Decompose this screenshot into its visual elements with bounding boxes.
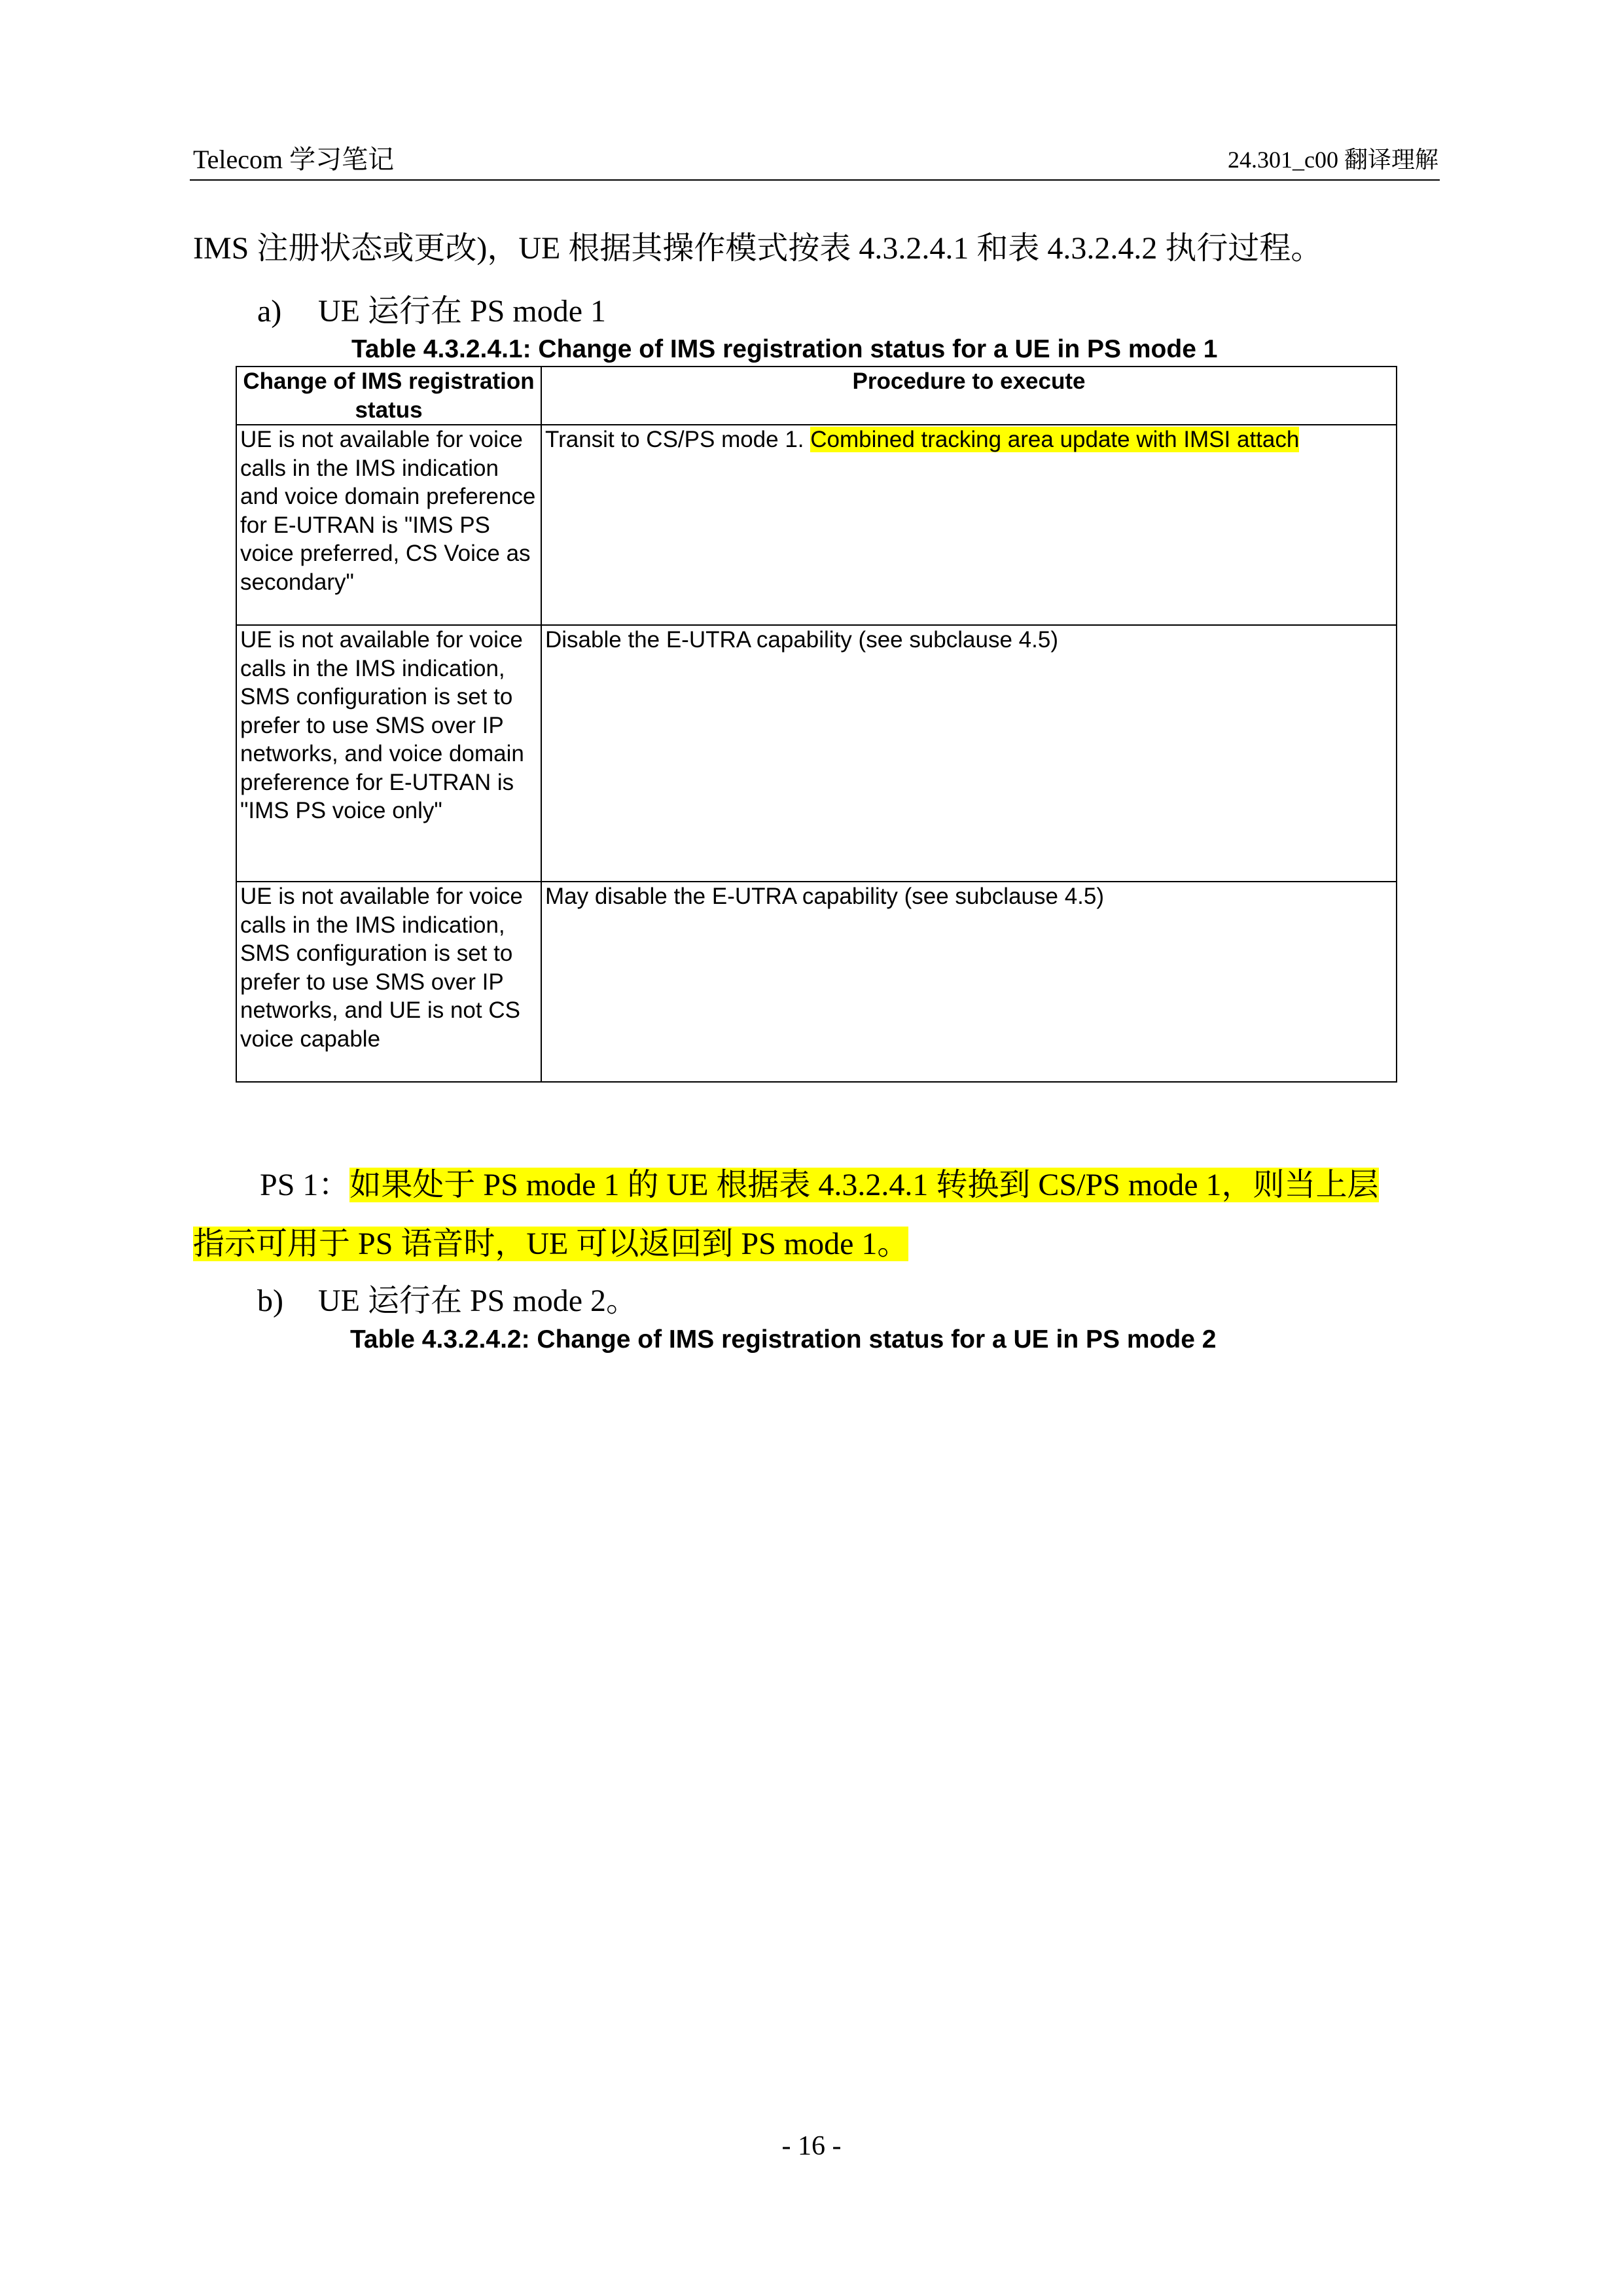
column-header-procedure: Procedure to execute <box>541 367 1397 425</box>
procedure-cell <box>541 425 1397 625</box>
header-divider <box>190 179 1440 181</box>
note-ps1-line1 <box>260 1156 1379 1215</box>
table-row <box>236 882 1397 1082</box>
intro-paragraph: IMS 注册状态或更改)，UE 根据其操作模式按表 4.3.2.4.1 和表 4.3.2.4.2 执行过程。 <box>193 231 1323 266</box>
procedure-cell: May disable the E-UTRA capability (see subclause 4.5) <box>541 882 1397 1082</box>
status-cell: UE is not available for voice calls in the IMS indication, SMS configuration is set to prefer to use SMS over IP networks, and voice domain preference for E-UTRAN is "IMS PS voice only" <box>236 625 541 882</box>
note-ps1-label: PS 1： <box>260 1168 350 1202</box>
ims-registration-table-ps-mode-1 <box>236 366 1397 1083</box>
list-item-b-marker: b) <box>257 1283 283 1318</box>
table-header-row <box>236 367 1397 425</box>
header-title-left: Telecom 学习笔记 <box>193 145 395 174</box>
table-row <box>236 625 1397 882</box>
procedure-highlighted-text: Combined tracking area update with IMSI attach <box>810 427 1300 452</box>
list-item-a-marker: a) <box>257 294 282 329</box>
header-title-right: 24.301_c00 翻译理解 <box>1228 147 1438 173</box>
list-item-a-text: UE 运行在 PS mode 1 <box>318 294 607 329</box>
procedure-text: Transit to CS/PS mode 1. <box>545 427 811 452</box>
procedure-cell: Disable the E-UTRA capability (see subclause 4.5) <box>541 625 1397 882</box>
page-number: - 16 - <box>781 2131 842 2161</box>
note-ps1-highlight-1: 如果处于 PS mode 1 的 UE 根据表 4.3.2.4.1 转换到 CS/PS mode 1，则当上层 <box>349 1168 1379 1202</box>
status-cell: UE is not available for voice calls in the IMS indication, SMS configuration is set to prefer to use SMS over IP networks, and UE is not CS voice capable <box>236 882 541 1082</box>
table2-caption: Table 4.3.2.4.2: Change of IMS registration status for a UE in PS mode 2 <box>350 1325 1217 1354</box>
note-ps1-highlight-2: 指示可用于 PS 语音时，UE 可以返回到 PS mode 1。 <box>193 1227 909 1261</box>
status-cell: UE is not available for voice calls in the IMS indication and voice domain preference for E-UTRAN is "IMS PS voice preferred, CS Voice as secondary" <box>236 425 541 625</box>
table1-caption: Table 4.3.2.4.1: Change of IMS registration status for a UE in PS mode 1 <box>351 335 1218 363</box>
note-ps1-line2 <box>193 1215 908 1274</box>
table-row <box>236 425 1397 625</box>
list-item-b-text: UE 运行在 PS mode 2。 <box>318 1283 638 1318</box>
column-header-status: Change of IMS registration status <box>236 367 541 425</box>
